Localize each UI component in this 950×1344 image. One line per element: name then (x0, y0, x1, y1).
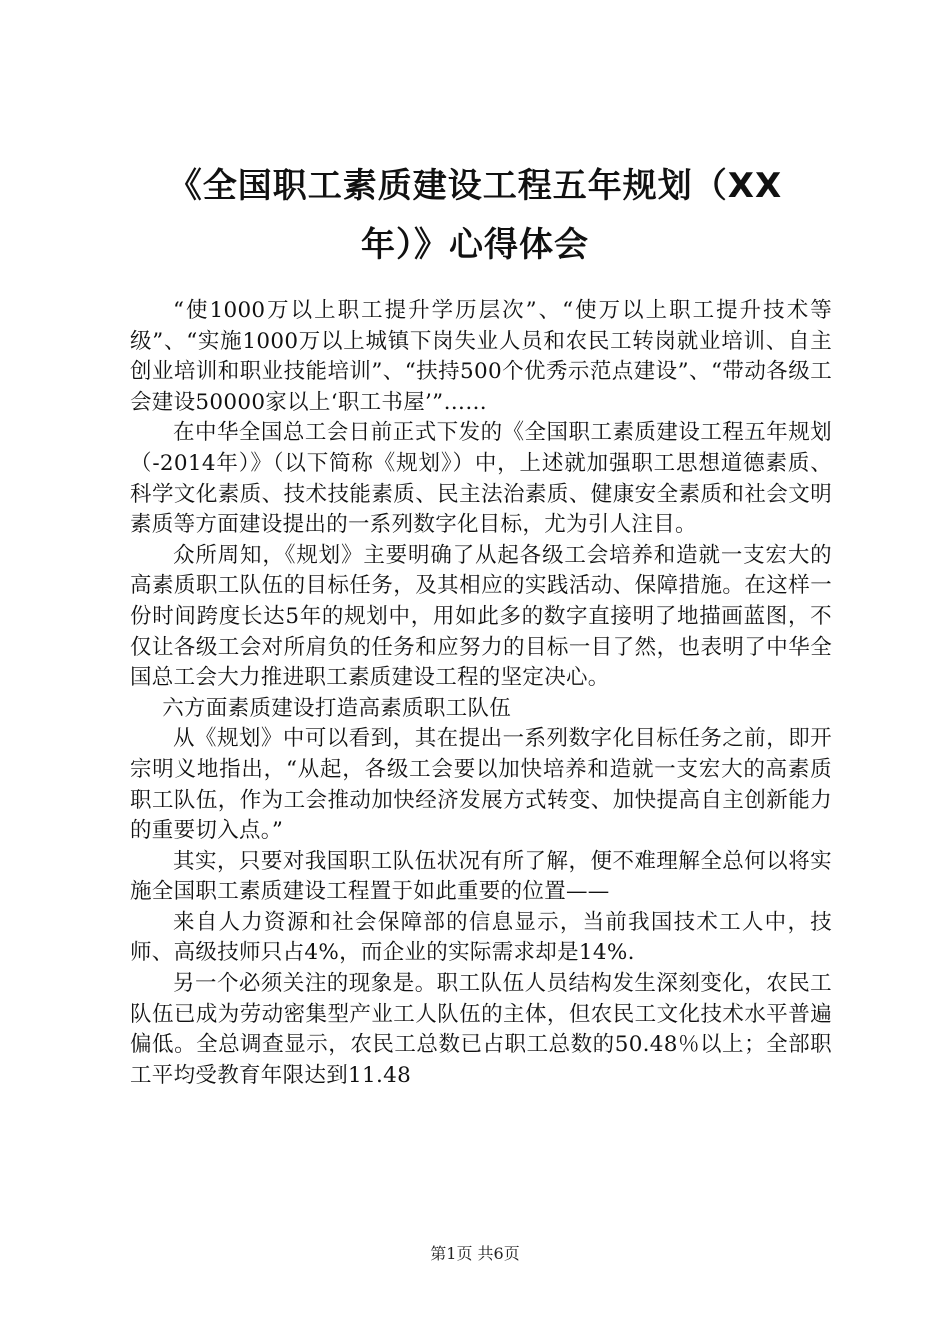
body-paragraph: 其实，只要对我国职工队伍状况有所了解，便不难理解全总何以将实施全国职工素质建设工程置于如此重要的位置—— (130, 848, 832, 905)
body-paragraph: 从《规划》中可以看到，其在提出一系列数字化目标任务之前，即开宗明义地指出，“从起，各级工会要以加快培养和造就一支宏大的高素质职工队伍，作为工会推动加快经济发展方式转变、加快提高自主创新能力的重要切入点。” (130, 726, 832, 844)
body-paragraph: 来自人力资源和社会保障部的信息显示，当前我国技术工人中，技师、高级技师只占4%，而企业的实际需求却是14%. (130, 909, 832, 966)
body-paragraph: “使1000万以上职工提升学历层次”、“使万以上职工提升技术等级”、“实施1000万以上城镇下岗失业人员和农民工转岗就业培训、自主创业培训和职业技能培训”、“扶持500个优秀示范点建设”、“带动各级工会建设50000家以上‘职工书屋’”…… (130, 298, 832, 415)
body-paragraph: 另一个必须关注的现象是。职工队伍人员结构发生深刻变化，农民工队伍已成为劳动密集型产业工人队伍的主体，但农民工文化技术水平普遍偏低。全总调查显示，农民工总数已占职工总数的50.48％以上；全部职工平均受教育年限达到11.48 (130, 971, 832, 1088)
body-paragraph: 众所周知，《规划》主要明确了从起各级工会培养和造就一支宏大的高素质职工队伍的目标任务，及其相应的实践活动、保障措施。在这样一份时间跨度长达5年的规划中，用如此多的数字直接明了地描画蓝图，不仅让各级工会对所肩负的任务和应努力的目标一目了然，也表明了中华全国总工会大力推进职工素质建设工程的坚定决心。 (130, 542, 832, 691)
document-title-line-1: 《全国职工素质建设工程五年规划（XX (167, 166, 783, 206)
document-body (130, 296, 832, 1091)
page-number-footer: 第1页 共6页 (430, 1244, 520, 1263)
body-paragraph: 在中华全国总工会日前正式下发的《全国职工素质建设工程五年规划（-2014年）》（以下简称《规划》）中，上述就加强职工思想道德素质、科学文化素质、技术技能素质、民主法治素质、健康安全素质和社会文明素质等方面建设提出的一系列数字化目标，尤为引人注目。 (130, 420, 832, 538)
section-heading: 六方面素质建设打造高素质职工队伍 (162, 695, 512, 721)
document-title-line-2: 年）》心得体会 (361, 225, 589, 265)
